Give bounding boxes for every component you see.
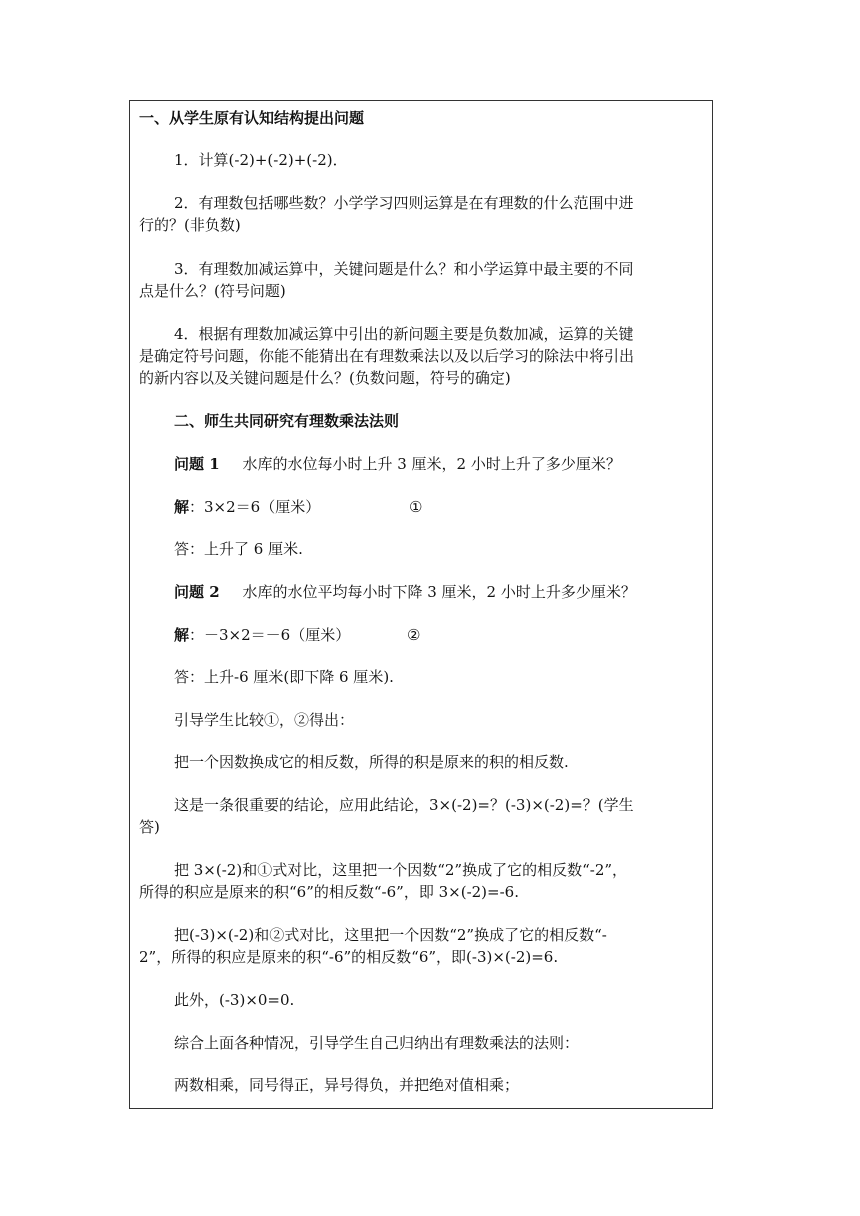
question-4-line-2: 是确定符号问题，你能不能猜出在有理数乘法以及以后学习的除法中将引出 <box>139 347 635 365</box>
equation-marker-2: ② <box>407 626 421 644</box>
problem-1-solution <box>174 497 320 517</box>
problem-2 <box>174 582 636 602</box>
solution-label: 解 <box>174 626 190 644</box>
multiplication-rule: 两数相乘，同号得正，异号得负，并把绝对值相乘； <box>174 1076 520 1094</box>
compare-intro: 引导学生比较①，②得出： <box>174 711 355 729</box>
question-2-line-1: 2．有理数包括哪些数？小学学习四则运算是在有理数的什么范围中进 <box>174 194 634 212</box>
problem-1 <box>174 454 621 474</box>
summary-intro: 综合上面各种情况，引导学生自己归纳出有理数乘法的法则： <box>174 1034 580 1052</box>
compare-2-line-1: 把(-3)×(-2)和②式对比，这里把一个因数“2”换成了它的相反数“- <box>174 926 607 944</box>
apply-conclusion-line-1: 这是一条很重要的结论，应用此结论，3×(-2)=？(-3)×(-2)=？(学生 <box>174 796 634 814</box>
solution-label: 解 <box>174 498 190 516</box>
question-3-line-2: 点是什么？(符号问题) <box>139 282 286 300</box>
question-3-line-1: 3．有理数加减运算中，关键问题是什么？和小学运算中最主要的不同 <box>174 260 634 278</box>
section-heading-1: 一、从学生原有认知结构提出问题 <box>139 109 365 127</box>
content-table-cell <box>129 100 713 1109</box>
question-4-line-3: 的新内容以及关键问题是什么？(负数问题，符号的确定) <box>139 369 511 387</box>
equation-marker-1: ① <box>409 498 423 516</box>
problem-2-answer: 答：上升-6 厘米(即下降 6 厘米). <box>174 668 394 686</box>
problem-2-text: 水库的水位平均每小时下降 3 厘米，2 小时上升多少厘米？ <box>242 583 636 601</box>
problem-2-label: 问题 2 <box>174 583 220 601</box>
solution-text: ：－3×2＝－6（厘米） <box>189 626 351 644</box>
zero-case: 此外，(-3)×0=0. <box>174 991 295 1009</box>
problem-1-answer: 答：上升了 6 厘米. <box>174 540 303 558</box>
conclusion: 把一个因数换成它的相反数，所得的积是原来的积的相反数. <box>174 753 569 771</box>
compare-2-line-2: 2”，所得的积应是原来的积“-6”的相反数“6”，即(-3)×(-2)=6. <box>139 948 559 966</box>
solution-text: ：3×2＝6（厘米） <box>189 498 321 516</box>
apply-conclusion-line-2: 答) <box>139 818 160 836</box>
problem-2-solution <box>174 625 350 645</box>
compare-1-line-1: 把 3×(-2)和①式对比，这里把一个因数“2”换成了它的相反数“-2”， <box>174 861 628 879</box>
problem-1-label: 问题 1 <box>174 455 220 473</box>
question-1: 1．计算(-2)+(-2)+(-2)． <box>174 151 348 169</box>
section-heading-2: 二、师生共同研究有理数乘法法则 <box>174 412 400 430</box>
compare-1-line-2: 所得的积应是原来的积“6”的相反数“-6”，即 3×(-2)=-6. <box>139 883 519 901</box>
question-2-line-2: 行的？(非负数) <box>139 216 241 234</box>
problem-1-text: 水库的水位每小时上升 3 厘米，2 小时上升了多少厘米？ <box>242 455 621 473</box>
question-4-line-1: 4．根据有理数加减运算中引出的新问题主要是负数加减，运算的关键 <box>174 325 634 343</box>
